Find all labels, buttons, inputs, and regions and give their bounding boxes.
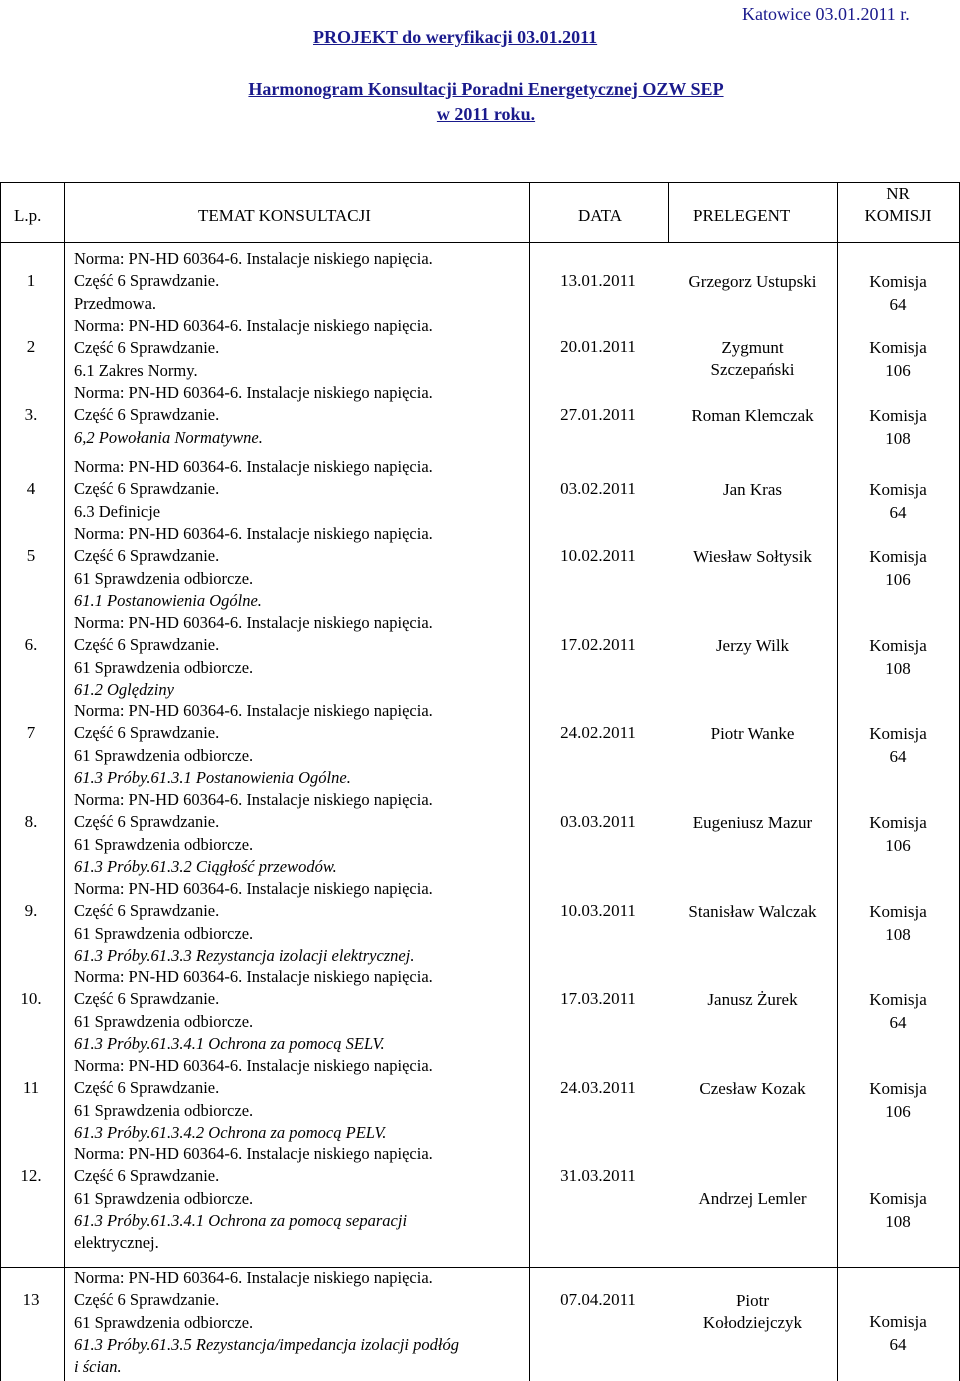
commission-number: 64	[889, 746, 907, 766]
col-commission-line2: KOMISJI	[864, 206, 932, 225]
row-topic	[74, 878, 433, 967]
row-date: 20.01.2011	[560, 337, 636, 356]
row-number: 8.	[24, 812, 38, 831]
commission-number: 108	[885, 658, 911, 678]
header-border-3	[668, 182, 669, 242]
topic-line: Część 6 Sprawdzanie.	[74, 338, 220, 358]
header-border-4	[837, 182, 838, 242]
col-border-1	[64, 242, 65, 1267]
topic-line: elektrycznej.	[74, 1233, 159, 1253]
topic-line: Norma: PN-HD 60364-6. Instalacje niskiego napięcia.	[74, 879, 433, 898]
topic-line: Część 6 Sprawdzanie.	[74, 1290, 220, 1310]
row-lecturer	[670, 337, 835, 381]
lecturer-line: Andrzej Lemler	[698, 1189, 807, 1208]
commission-label: Komisja	[869, 813, 927, 832]
commission-label: Komisja	[869, 902, 927, 921]
commission-label: Komisja	[869, 272, 927, 291]
lecturer-line: Eugeniusz Mazur	[692, 813, 813, 832]
lecturer-line: Roman Klemczak	[691, 406, 814, 425]
commission-number: 108	[885, 428, 911, 448]
lecturer-line: Czesław Kozak	[699, 1079, 806, 1098]
topic-line: 61 Sprawdzenia odbiorcze.	[74, 1011, 254, 1031]
document-title: Harmonogram Konsultacji Poradni Energetycznej OZW SEP	[248, 79, 724, 99]
row-number: 10.	[20, 989, 42, 1008]
row-number: 7	[26, 723, 36, 742]
topic-line: Norma: PN-HD 60364-6. Instalacje niskiego napięcia.	[74, 701, 433, 720]
topic-line: Część 6 Sprawdzanie.	[74, 546, 220, 566]
topic-line: 61.3 Próby.61.3.3 Rezystancja izolacji elektrycznej.	[74, 945, 415, 965]
commission-label: Komisja	[869, 547, 927, 566]
row-lecturer	[670, 1078, 835, 1100]
place-date: Katowice 03.01.2011 r.	[742, 4, 910, 24]
row-date: 27.01.2011	[560, 405, 636, 424]
row-commission	[838, 337, 958, 382]
col-commission-line1: NR	[886, 184, 910, 203]
row-lecturer	[670, 271, 835, 293]
row-number: 12.	[20, 1166, 42, 1185]
row-commission	[838, 271, 958, 316]
row-topic	[74, 456, 433, 523]
commission-label: Komisja	[869, 636, 927, 655]
row-commission	[838, 635, 958, 680]
row-topic	[74, 1143, 433, 1254]
topic-line: Część 6 Sprawdzanie.	[74, 1166, 220, 1186]
topic-line: Przedmowa.	[74, 293, 157, 313]
topic-line: 6,2 Powołania Normatywne.	[74, 427, 263, 447]
row-date: 24.02.2011	[560, 723, 636, 742]
row-commission	[838, 901, 958, 946]
col-border-left	[0, 242, 1, 1267]
topic-line: 61 Sprawdzenia odbiorcze.	[74, 1312, 254, 1332]
col-lecturer: PRELEGENT	[693, 206, 791, 225]
col-border-left-last	[0, 1268, 1, 1381]
lecturer-line: Piotr Wanke	[710, 724, 795, 743]
commission-number: 108	[885, 1211, 911, 1231]
topic-line: 61.3 Próby.61.3.1 Postanowienia Ogólne.	[74, 767, 351, 787]
row-lecturer	[670, 901, 835, 923]
topic-line: 61.3 Próby.61.3.5 Rezystancja/impedancja izolacji podłóg	[74, 1334, 459, 1354]
row-number: 13	[22, 1290, 40, 1309]
header-border-1	[64, 182, 65, 242]
col-lp: L.p.	[14, 206, 42, 225]
topic-line: Część 6 Sprawdzanie.	[74, 723, 220, 743]
topic-line: 61.3 Próby.61.3.4.1 Ochrona za pomocą SELV.	[74, 1033, 385, 1053]
row-number: 4	[26, 479, 36, 498]
row-date: 03.02.2011	[560, 479, 636, 498]
lecturer-line: Piotr	[735, 1291, 770, 1310]
topic-line: Norma: PN-HD 60364-6. Instalacje niskiego napięcia.	[74, 967, 433, 986]
row-date: 10.02.2011	[560, 546, 636, 565]
topic-line: 61 Sprawdzenia odbiorcze.	[74, 834, 254, 854]
row-number: 11	[22, 1078, 40, 1097]
topic-line: 61 Sprawdzenia odbiorcze.	[74, 1100, 254, 1120]
row-date: 24.03.2011	[560, 1078, 636, 1097]
row-date: 17.03.2011	[560, 989, 636, 1008]
col-border-1-last	[64, 1268, 65, 1381]
lecturer-line: Stanisław Walczak	[688, 902, 817, 921]
topic-line: 6.1 Zakres Normy.	[74, 360, 198, 380]
commission-number: 106	[885, 360, 911, 380]
row-number: 5	[26, 546, 36, 565]
topic-line: 61 Sprawdzenia odbiorcze.	[74, 1188, 254, 1208]
row-commission	[838, 1188, 958, 1233]
row-commission	[838, 989, 958, 1034]
topic-line: 61 Sprawdzenia odbiorcze.	[74, 745, 254, 765]
lecturer-line: Kołodziejczyk	[702, 1313, 803, 1332]
topic-line: 61.3 Próby.61.3.2 Ciągłość przewodów.	[74, 856, 337, 876]
topic-line: Część 6 Sprawdzanie.	[74, 989, 220, 1009]
row-lecturer	[670, 1188, 835, 1210]
row-commission	[838, 546, 958, 591]
topic-line: Część 6 Sprawdzanie.	[74, 479, 220, 499]
table-header-border	[0, 242, 960, 243]
topic-line: Norma: PN-HD 60364-6. Instalacje niskiego napięcia.	[74, 383, 433, 402]
commission-number: 64	[889, 1012, 907, 1032]
row-number: 1	[26, 271, 36, 290]
lecturer-line: Wiesław Sołtysik	[693, 547, 812, 566]
topic-line: Norma: PN-HD 60364-6. Instalacje niskiego napięcia.	[74, 524, 433, 543]
row-number: 3.	[24, 405, 38, 424]
row-topic	[74, 966, 433, 1055]
col-commission	[838, 183, 958, 227]
row-topic	[74, 789, 433, 878]
col-border-2-last	[529, 1268, 530, 1381]
row-topic	[74, 523, 433, 612]
lecturer-line: Szczepański	[710, 360, 795, 379]
col-border-2	[529, 242, 530, 1267]
row-lecturer	[670, 1290, 835, 1334]
row-lecturer	[670, 723, 835, 745]
row-lecturer	[670, 812, 835, 834]
topic-line: Część 6 Sprawdzanie.	[74, 1078, 220, 1098]
row-lecturer	[670, 989, 835, 1011]
row-topic	[74, 382, 433, 449]
commission-label: Komisja	[869, 724, 927, 743]
lecturer-line: Jan Kras	[722, 480, 782, 499]
row-lecturer	[670, 546, 835, 568]
row-lecturer	[670, 405, 835, 427]
topic-line: Część 6 Sprawdzanie.	[74, 405, 220, 425]
row-commission	[838, 723, 958, 768]
table-top-border	[0, 182, 960, 183]
topic-line: Norma: PN-HD 60364-6. Instalacje niskiego napięcia.	[74, 1268, 433, 1287]
topic-line: Norma: PN-HD 60364-6. Instalacje niskiego napięcia.	[74, 613, 433, 632]
row-commission	[838, 1078, 958, 1123]
commission-label: Komisja	[869, 1079, 927, 1098]
topic-line: Norma: PN-HD 60364-6. Instalacje niskiego napięcia.	[74, 316, 433, 335]
row-number: 2	[26, 337, 36, 356]
commission-number: 106	[885, 835, 911, 855]
topic-line: Część 6 Sprawdzanie.	[74, 635, 220, 655]
commission-label: Komisja	[869, 406, 927, 425]
commission-label: Komisja	[869, 1189, 927, 1208]
row-number: 6.	[24, 635, 38, 654]
lecturer-line: Zygmunt	[721, 338, 784, 357]
row-date: 10.03.2011	[560, 901, 636, 920]
topic-line: Norma: PN-HD 60364-6. Instalacje niskiego napięcia.	[74, 1144, 433, 1163]
row-commission	[838, 812, 958, 857]
row-commission	[838, 405, 958, 450]
commission-label: Komisja	[869, 990, 927, 1009]
topic-line: Norma: PN-HD 60364-6. Instalacje niskiego napięcia.	[74, 790, 433, 809]
topic-line: 61 Sprawdzenia odbiorcze.	[74, 657, 254, 677]
header-border-2	[529, 182, 530, 242]
topic-line: Część 6 Sprawdzanie.	[74, 901, 220, 921]
row-date: 17.02.2011	[560, 635, 636, 654]
row-topic	[74, 700, 433, 789]
lecturer-line: Grzegorz Ustupski	[688, 272, 817, 291]
commission-label: Komisja	[869, 1312, 927, 1331]
topic-line: 61.1 Postanowienia Ogólne.	[74, 590, 262, 610]
row-topic	[74, 315, 433, 382]
row-number: 9.	[24, 901, 38, 920]
commission-number: 106	[885, 1101, 911, 1121]
commission-number: 106	[885, 569, 911, 589]
commission-number: 64	[889, 1334, 907, 1354]
row-topic	[74, 1055, 433, 1144]
col-topic: TEMAT KONSULTACJI	[198, 206, 371, 225]
lecturer-line: Jerzy Wilk	[715, 636, 790, 655]
commission-label: Komisja	[869, 338, 927, 357]
topic-line: Norma: PN-HD 60364-6. Instalacje niskiego napięcia.	[74, 457, 433, 476]
document-subtitle: w 2011 roku.	[436, 104, 536, 124]
row-date: 03.03.2011	[560, 812, 636, 831]
commission-number: 64	[889, 502, 907, 522]
lecturer-line: Janusz Żurek	[707, 990, 798, 1009]
row-lecturer	[670, 479, 835, 501]
commission-number: 108	[885, 924, 911, 944]
topic-line: 61 Sprawdzenia odbiorcze.	[74, 923, 254, 943]
topic-line: Część 6 Sprawdzanie.	[74, 271, 220, 291]
header-border-left	[0, 182, 1, 242]
topic-line: Norma: PN-HD 60364-6. Instalacje niskiego napięcia.	[74, 1056, 433, 1075]
commission-number: 64	[889, 294, 907, 314]
topic-line: 6.3 Definicje	[74, 501, 161, 521]
row-lecturer	[670, 635, 835, 657]
topic-line: 61.3 Próby.61.3.4.1 Ochrona za pomocą separacji	[74, 1210, 408, 1230]
row-date: 07.04.2011	[560, 1290, 636, 1309]
row-date: 31.03.2011	[560, 1166, 636, 1185]
row-topic	[74, 1267, 459, 1378]
row-commission	[838, 479, 958, 524]
topic-line: i ścian.	[74, 1357, 122, 1377]
col-date: DATA	[578, 206, 622, 225]
topic-line: Część 6 Sprawdzanie.	[74, 812, 220, 832]
topic-line: 61.2 Oględziny	[74, 679, 174, 699]
topic-line: Norma: PN-HD 60364-6. Instalacje niskiego napięcia.	[74, 249, 433, 268]
topic-line: 61.3 Próby.61.3.4.2 Ochrona za pomocą PELV.	[74, 1122, 387, 1142]
topic-line: 61 Sprawdzenia odbiorcze.	[74, 568, 254, 588]
project-label: PROJEKT do weryfikacji 03.01.2011	[313, 27, 598, 47]
row-commission	[838, 1311, 958, 1356]
row-topic	[74, 248, 433, 315]
commission-label: Komisja	[869, 480, 927, 499]
row-topic	[74, 612, 433, 701]
row-date: 13.01.2011	[560, 271, 636, 290]
